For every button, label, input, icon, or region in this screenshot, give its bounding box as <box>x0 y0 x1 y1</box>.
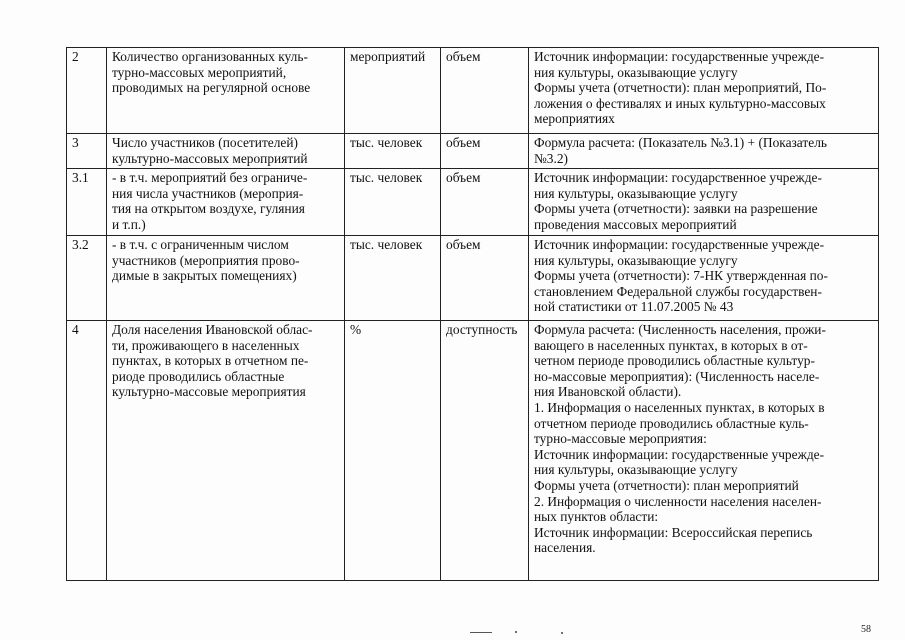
unit-of-measure: % <box>345 321 441 581</box>
indicator-name: Доля населения Ивановской облас- ти, проживающего в населенных пунктах, в которых в отчетном пе- риоде проводились областные культурно-массовые мероприятия <box>107 321 345 581</box>
page-number: 58 <box>861 624 871 635</box>
indicator-name: - в т.ч. с ограниченным числом участников (мероприятия прово- димые в закрытых помещениях) <box>107 236 345 321</box>
table-row <box>67 134 879 169</box>
table-body <box>67 48 879 581</box>
scan-artifact-dot <box>561 632 563 634</box>
row-number: 2 <box>67 48 107 134</box>
scan-artifact-dot <box>515 631 517 633</box>
indicator-name: Количество организованных куль- турно-массовых мероприятий, проводимых на регулярной основе <box>107 48 345 134</box>
data-source: Формула расчета: (Показатель №3.1) + (Показатель №3.2) <box>529 134 879 169</box>
indicator-type: объем <box>441 236 529 321</box>
unit-of-measure: мероприятий <box>345 48 441 134</box>
indicator-type: объем <box>441 48 529 134</box>
row-number: 3 <box>67 134 107 169</box>
scan-artifact-line <box>470 632 492 633</box>
unit-of-measure: тыс. человек <box>345 236 441 321</box>
indicators-table <box>66 47 879 581</box>
indicator-type: доступность <box>441 321 529 581</box>
data-source: Источник информации: государственные учрежде- ния культуры, оказывающие услугу Формы учета (отчетности): 7-НК утвержденная по- становлением Федеральной службы государствен- ной статистики от 11.07.2005 № 43 <box>529 236 879 321</box>
unit-of-measure: тыс. человек <box>345 169 441 236</box>
indicator-type: объем <box>441 169 529 236</box>
data-source: Источник информации: государственные учрежде- ния культуры, оказывающие услугу Формы учета (отчетности): план мероприятий, По- ложения о фестивалях и иных культурно-массовых мероприятиях <box>529 48 879 134</box>
indicator-type: объем <box>441 134 529 169</box>
row-number: 3.1 <box>67 169 107 236</box>
row-number: 4 <box>67 321 107 581</box>
data-source: Формула расчета: (Численность населения, прожи- вающего в населенных пунктах, в которых в от- четном периоде проводились областные культур- но-массовые мероприятия): (Численность населе- ния Ивановской области). 1. Информация о населенных пунктах, в которых в отчетном периоде проводились областные куль- турно-массовые мероприятия: Источник информации: государственные учрежде- ния культуры, оказывающие услугу Формы учета (отчетности): план мероприятий 2. Информация о численности населения населен- ных пунктов области: Источник информации: Всероссийская перепись населения. <box>529 321 879 581</box>
table-row <box>67 169 879 236</box>
indicator-name: Число участников (посетителей) культурно-массовых мероприятий <box>107 134 345 169</box>
data-source: Источник информации: государственное учрежде- ния культуры, оказывающие услугу Формы учета (отчетности): заявки на разрешение проведения массовых мероприятий <box>529 169 879 236</box>
unit-of-measure: тыс. человек <box>345 134 441 169</box>
indicator-name: - в т.ч. мероприятий без ограниче- ния числа участников (мероприя- тия на открытом воздухе, гуляния и т.п.) <box>107 169 345 236</box>
table-row <box>67 48 879 134</box>
table-row <box>67 236 879 321</box>
table-row <box>67 321 879 581</box>
row-number: 3.2 <box>67 236 107 321</box>
